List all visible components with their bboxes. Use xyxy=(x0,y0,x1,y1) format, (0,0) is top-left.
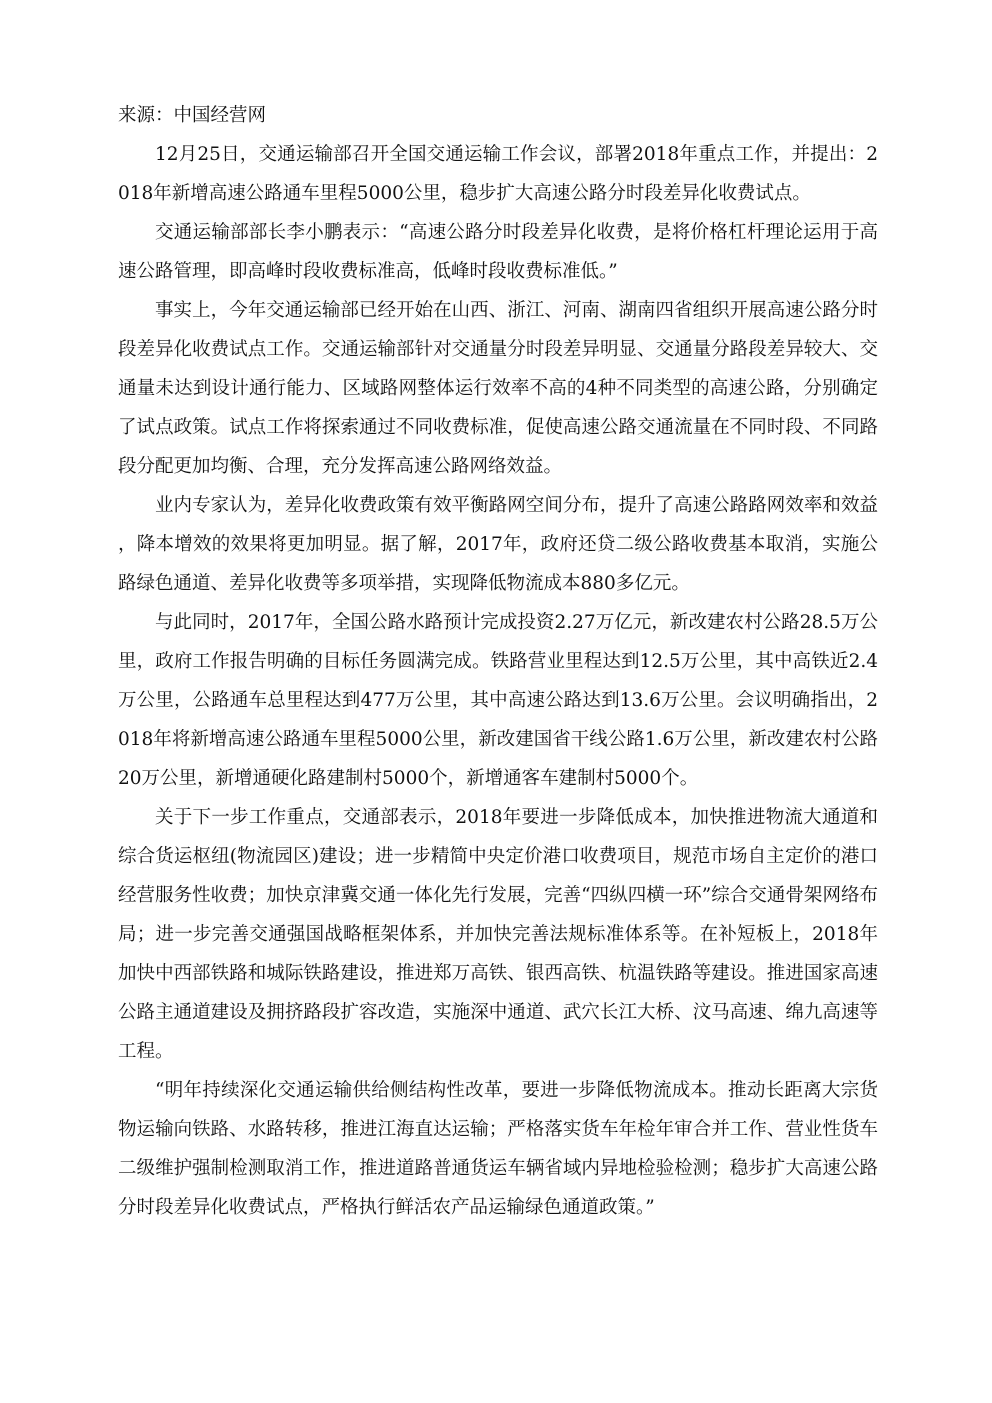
paragraph-3: 事实上，今年交通运输部已经开始在山西、浙江、河南、湖南四省组织开展高速公路分时段差异化收费试点工作。交通运输部针对交通量分时段差异明显、交通量分路段差异较大、交通量未达到设计通行能力、区域路网整体运行效率不高的4种不同类型的高速公路，分别确定了试点政策。试点工作将探索通过不同收费标准，促使高速公路交通流量在不同时段、不同路段分配更加均衡、合理，充分发挥高速公路网络效益。 xyxy=(118,300,878,477)
paragraph-2: 交通运输部部长李小鹏表示：“高速公路分时段差异化收费，是将价格杠杆理论运用于高速公路管理，即高峰时段收费标准高，低峰时段收费标准低。” xyxy=(118,222,878,282)
paragraph-1: 12月25日，交通运输部召开全国交通运输工作会议，部署2018年重点工作，并提出：2018年新增高速公路通车里程5000公里，稳步扩大高速公路分时段差异化收费试点。 xyxy=(118,144,878,204)
paragraph-6: 关于下一步工作重点，交通部表示，2018年要进一步降低成本，加快推进物流大通道和综合货运枢纽(物流园区)建设；进一步精简中央定价港口收费项目，规范市场自主定价的港口经营服务性收费；加快京津冀交通一体化先行发展，完善“四纵四横一环”综合交通骨架网络布局；进一步完善交通强国战略框架体系，并加快完善法规标准体系等。在补短板上，2018年加快中西部铁路和城际铁路建设，推进郑万高铁、银西高铁、杭温铁路等建设。推进国家高速公路主通道建设及拥挤路段扩容改造，实施深中通道、武穴长江大桥、汶马高速、绵九高速等工程。 xyxy=(118,807,878,1062)
paragraph-4: 业内专家认为，差异化收费政策有效平衡路网空间分布，提升了高速公路路网效率和效益，降本增效的效果将更加明显。据了解，2017年，政府还贷二级公路收费基本取消，实施公路绿色通道、差异化收费等多项举措，实现降低物流成本880多亿元。 xyxy=(118,495,878,594)
paragraph-7: “明年持续深化交通运输供给侧结构性改革，要进一步降低物流成本。推动长距离大宗货物运输向铁路、水路转移，推进江海直达运输；严格落实货车年检年审合并工作、营业性货车二级维护强制检测取消工作，推进道路普通货运车辆省域内异地检验检测；稳步扩大高速公路分时段差异化收费试点，严格执行鲜活农产品运输绿色通道政策。” xyxy=(118,1080,878,1218)
article-body xyxy=(118,96,878,1227)
article-source: 来源：中国经营网 xyxy=(118,105,267,126)
paragraph-5: 与此同时，2017年，全国公路水路预计完成投资2.27万亿元，新改建农村公路28.5万公里，政府工作报告明确的目标任务圆满完成。铁路营业里程达到12.5万公里，其中高铁近2.4万公里，公路通车总里程达到477万公里，其中高速公路达到13.6万公里。会议明确指出，2018年将新增高速公路通车里程5000公里，新改建国省干线公路1.6万公里，新改建农村公路20万公里，新增通硬化路建制村5000个，新增通客车建制村5000个。 xyxy=(118,612,878,789)
